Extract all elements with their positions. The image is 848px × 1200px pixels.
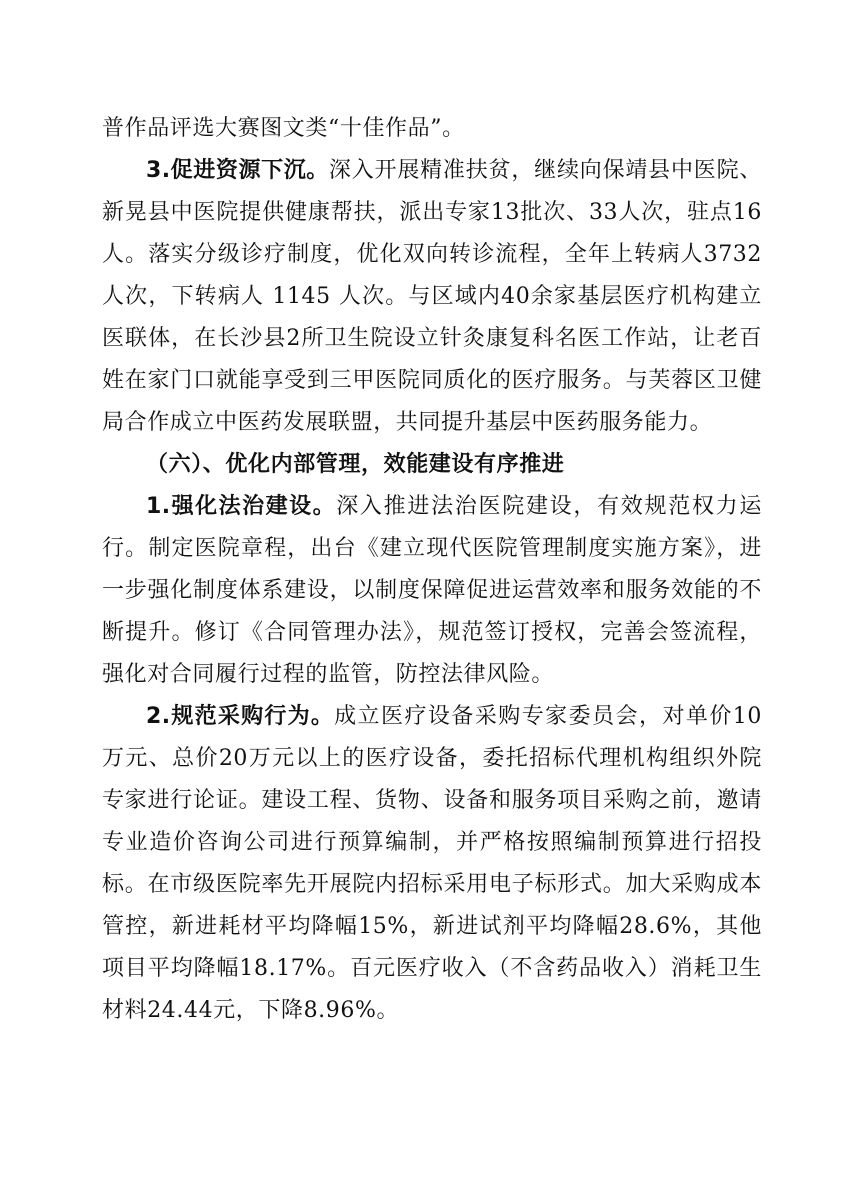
paragraph-text: 普作品评选大赛图文类“十佳作品”。	[102, 116, 465, 141]
paragraph-rule-of-law	[102, 486, 762, 696]
paragraph-text: 成立医疗设备采购专家委员会，对单价10万元、总价20万元以上的医疗设备，委托招标代理机构组织外院专家进行论证。建设工程、货物、设备和服务项目采购之前，邀请专业造价咨询公司进行预算编制，并严格按照编制预算进行招投标。在市级医院率先开展院内招标采用电子标形式。加大采购成本管控，新进耗材平均降幅15%，新进试剂平均降幅28.6%，其他项目平均降幅18.17%。百元医疗收入（不含药品收入）消耗卫生材料24.44元，下降8.96%。	[102, 704, 762, 1023]
paragraph-lead-heading: 3.促进资源下沉。	[146, 158, 329, 183]
paragraph-procurement	[102, 696, 762, 1032]
paragraph-lead-heading: 1.强化法治建设。	[146, 494, 337, 519]
paragraph-resource-sinking	[102, 150, 762, 444]
paragraph-text: 深入推进法治医院建设，有效规范权力运行。制定医院章程，出台《建立现代医院管理制度实施方案》，进一步强化制度体系建设，以制度保障促进运营效率和服务效能的不断提升。修订《合同管理办法》，规范签订授权，完善会签流程，强化对合同履行过程的监管，防控法律风险。	[102, 494, 762, 687]
section-heading-internal-management: （六）、优化内部管理，效能建设有序推进	[146, 452, 565, 477]
paragraph-text: 深入开展精准扶贫，继续向保靖县中医院、新晃县中医院提供健康帮扶，派出专家13批次、33人次，驻点16人。落实分级诊疗制度，优化双向转诊流程，全年上转病人3732人次，下转病人 1145 人次。与区域内40余家基层医疗机构建立医联体，在长沙县2所卫生院设立针灸康复科名医工作站，让老百姓在家门口就能享受到三甲医院同质化的医疗服务。与芙蓉区卫健局合作成立中医药发展联盟，共同提升基层中医药服务能力。	[102, 158, 762, 435]
document-body	[102, 108, 762, 1032]
paragraph-lead-heading: 2.规范采购行为。	[146, 704, 335, 729]
paragraph-continuation	[102, 108, 762, 150]
